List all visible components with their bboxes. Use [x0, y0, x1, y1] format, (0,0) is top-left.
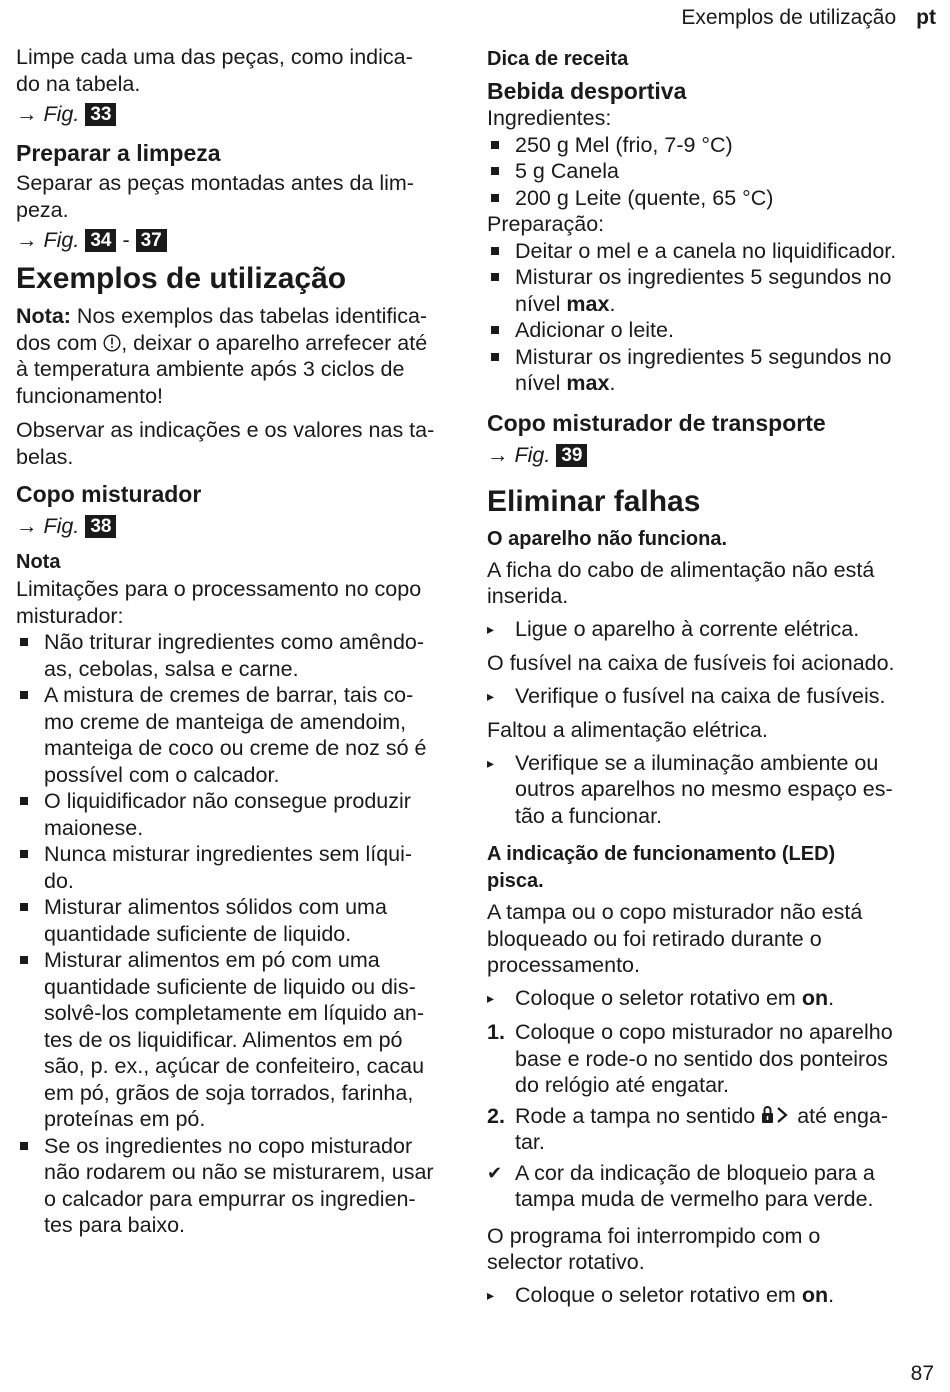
clean-line-1: Limpe cada uma das peças, como indica-: [16, 45, 413, 69]
heading-copo-transporte: Copo misturador de transporte: [487, 409, 826, 436]
ingredients-label: Ingredientes:: [487, 106, 612, 130]
triangle-bullet-icon: ▸: [487, 1286, 495, 1303]
step-number: 2.: [487, 1103, 505, 1128]
nota-line-1: Nos exemplos das tabelas identifica-: [70, 304, 428, 328]
list-item: 5 g Canela: [487, 158, 937, 185]
figure-reference-33: [16, 99, 466, 129]
list-item: [487, 264, 937, 317]
range-dash: -: [122, 228, 130, 252]
lim-line-2: misturador:: [16, 603, 124, 628]
list-item: Nunca misturar ingredientes sem líqui- do.: [16, 841, 466, 894]
limitacoes-paragraph: [16, 576, 466, 629]
heading-copo-misturador: Copo misturador: [16, 481, 202, 507]
lim-line-1: Limitações para o processamento no copo: [16, 577, 422, 601]
nota-line-2b: , deixar o aparelho arrefecer até: [121, 330, 428, 355]
numbered-step-1: [487, 1019, 937, 1099]
clean-paragraph: [16, 44, 466, 97]
lock-rotate-icon: [761, 1105, 791, 1125]
heading-eliminar-falhas: Eliminar falhas: [487, 484, 701, 518]
step-text-b: até enga-: [791, 1103, 889, 1128]
list-item: Adicionar o leite.: [487, 317, 937, 344]
preparation-list: [487, 238, 937, 397]
limitations-list: [16, 629, 466, 1239]
heading-exemplos-utilizacao: Exemplos de utilização: [16, 262, 347, 295]
triangle-bullet-icon: ▸: [487, 989, 495, 1006]
nota-heading: Nota: [16, 551, 61, 573]
result-text: A cor da indicação de bloqueio para a tampa muda de vermelho para verde.: [515, 1160, 875, 1211]
ingredients-list: [487, 132, 937, 212]
nota-line-4: funcionamento!: [16, 383, 164, 408]
triangle-bullet-icon: ▸: [487, 687, 495, 704]
fault-1-title: O aparelho não funciona.: [487, 527, 728, 550]
page-number: 87: [910, 1362, 934, 1385]
fig-number-39: 39: [556, 444, 587, 467]
prep-4-line-2: nível: [515, 371, 567, 395]
fig-label: Fig.: [43, 228, 80, 252]
list-item: Misturar alimentos em pó com uma quantidade suficiente de liquido ou dis- solvê-los completamente em líquido an- tes de os liquidificar. Alimentos em pó são, p. ex., açúcar de confeiteiro, cacau em pó, grãos de soja torrados, farinha, proteínas em pó.: [16, 947, 466, 1133]
fault-2-numbered-steps: [487, 1019, 937, 1213]
list-item: A mistura de cremes de barrar, tais co- mo creme de manteiga de amendoim, manteiga de coco ou creme de noz só é possível com o calcador.: [16, 682, 466, 788]
step-text: Coloque o seletor rotativo em: [515, 1282, 802, 1307]
step-text: Coloque o seletor rotativo em: [515, 985, 802, 1010]
fault-2-step-2: [487, 1282, 937, 1309]
fig-label: Fig.: [43, 514, 80, 538]
fig-number-34: 34: [85, 229, 116, 252]
max-level-label: max: [566, 371, 610, 395]
figure-reference-39: [487, 440, 937, 470]
arrow-icon: →: [487, 442, 509, 467]
max-level-label: max: [566, 291, 610, 316]
triangle-bullet-icon: ▸: [487, 754, 495, 771]
figure-reference-34-37: [16, 225, 466, 255]
prep-line-1: Separar as peças montadas antes da lim-: [16, 171, 414, 195]
figure-reference-38: [16, 511, 466, 541]
step-text-c: tar.: [515, 1130, 545, 1154]
arrow-icon: →: [16, 102, 38, 126]
period: .: [828, 985, 835, 1010]
header-section-title: Exemplos de utilização: [681, 6, 897, 29]
fault-1-step-2: [487, 683, 937, 710]
list-item: Não triturar ingredientes como amêndo- as, cebolas, salsa e carne.: [16, 629, 466, 682]
fault-2-title: A indicação de funcionamento (LED) pisca.: [487, 843, 836, 892]
left-column: [16, 44, 466, 1239]
fault-1-step-1: [487, 616, 937, 643]
fault-2-cause-2: O programa foi interrompido com o selector rotativo.: [487, 1223, 821, 1274]
recipe-tip-heading: Dica de receita: [487, 48, 629, 70]
fig-number-38: 38: [85, 515, 116, 538]
numbered-step-2: [487, 1103, 937, 1156]
observar-paragraph: [16, 417, 466, 470]
result-step: [487, 1160, 937, 1213]
triangle-bullet-icon: ▸: [487, 620, 495, 637]
on-label: on: [801, 1282, 829, 1307]
list-item: O liquidificador não consegue produzir maionese.: [16, 788, 466, 841]
list-item: Misturar alimentos sólidos com uma quantidade suficiente de liquido.: [16, 894, 466, 947]
fault-2-cause-1: A tampa ou o copo misturador não está bloqueado ou foi retirado durante o processamento.: [487, 900, 863, 977]
list-item: Deitar o mel e a canela no liquidificador.: [487, 238, 937, 265]
heading-preparar-limpeza: Preparar a limpeza: [16, 140, 221, 166]
fig-label: Fig.: [43, 102, 80, 126]
arrow-icon: →: [16, 228, 38, 252]
preparation-label: Preparação:: [487, 212, 605, 236]
right-column: [487, 44, 937, 1316]
clean-line-2: do na tabela.: [16, 71, 141, 96]
step-text-a: Rode a tampa no sentido: [515, 1103, 762, 1128]
header-language-code: pt: [916, 6, 936, 29]
page-header: [681, 6, 936, 30]
obs-line-1: Observar as indicações e os valores nas ta-: [16, 418, 435, 442]
prep-4-line-1: Misturar os ingredientes 5 segundos no: [515, 344, 892, 369]
recipe-title: Bebida desportiva: [487, 78, 687, 104]
list-item: [487, 344, 937, 397]
period: .: [609, 291, 616, 316]
checkmark-icon: ✔: [487, 1162, 503, 1183]
list-item: Se os ingredientes no copo misturador não rodarem ou não se misturarem, usar o calcador para empurrar os ingredien- tes para baixo.: [16, 1133, 466, 1239]
nota-label: Nota:: [16, 304, 71, 328]
nota-paragraph: [16, 303, 466, 409]
prep-2-line-2: nível: [515, 291, 567, 316]
period: .: [828, 1282, 835, 1307]
nota-line-2a: dos com: [16, 330, 104, 355]
fault-1-step-3: [487, 750, 937, 830]
fig-number-33: 33: [85, 103, 116, 126]
on-label: on: [801, 985, 829, 1010]
list-item: 200 g Leite (quente, 65 °C): [487, 185, 937, 212]
fig-label: Fig.: [514, 442, 551, 467]
prep-2-line-1: Misturar os ingredientes 5 segundos no: [515, 265, 892, 289]
list-item: 250 g Mel (frio, 7-9 °C): [487, 132, 937, 159]
prep-paragraph: [16, 170, 466, 223]
step-number: 1.: [487, 1020, 505, 1044]
arrow-icon: →: [16, 514, 38, 538]
step-text: Verifique o fusível na caixa de fusíveis.: [515, 683, 886, 708]
step-text: Coloque o copo misturador no aparelho base e rode-o no sentido dos ponteiros do relógio até engatar.: [515, 1020, 893, 1097]
fault-2-step-1: [487, 985, 937, 1012]
fig-number-37: 37: [136, 229, 167, 252]
nota-line-3: à temperatura ambiente após 3 ciclos de: [16, 357, 405, 381]
fault-1-cause-1: A ficha do cabo de alimentação não está inserida.: [487, 557, 875, 608]
step-text: Verifique se a iluminação ambiente ou outros aparelhos no mesmo espaço es- tão a funcionar.: [515, 750, 893, 828]
warning-circle-icon: [103, 334, 121, 352]
step-text: Ligue o aparelho à corrente elétrica.: [515, 616, 860, 641]
period: .: [609, 371, 616, 395]
fault-1-cause-3: Faltou a alimentação elétrica.: [487, 718, 768, 742]
prep-line-2: peza.: [16, 197, 69, 222]
fault-1-cause-2: O fusível na caixa de fusíveis foi acionado.: [487, 651, 895, 675]
obs-line-2: belas.: [16, 444, 74, 469]
